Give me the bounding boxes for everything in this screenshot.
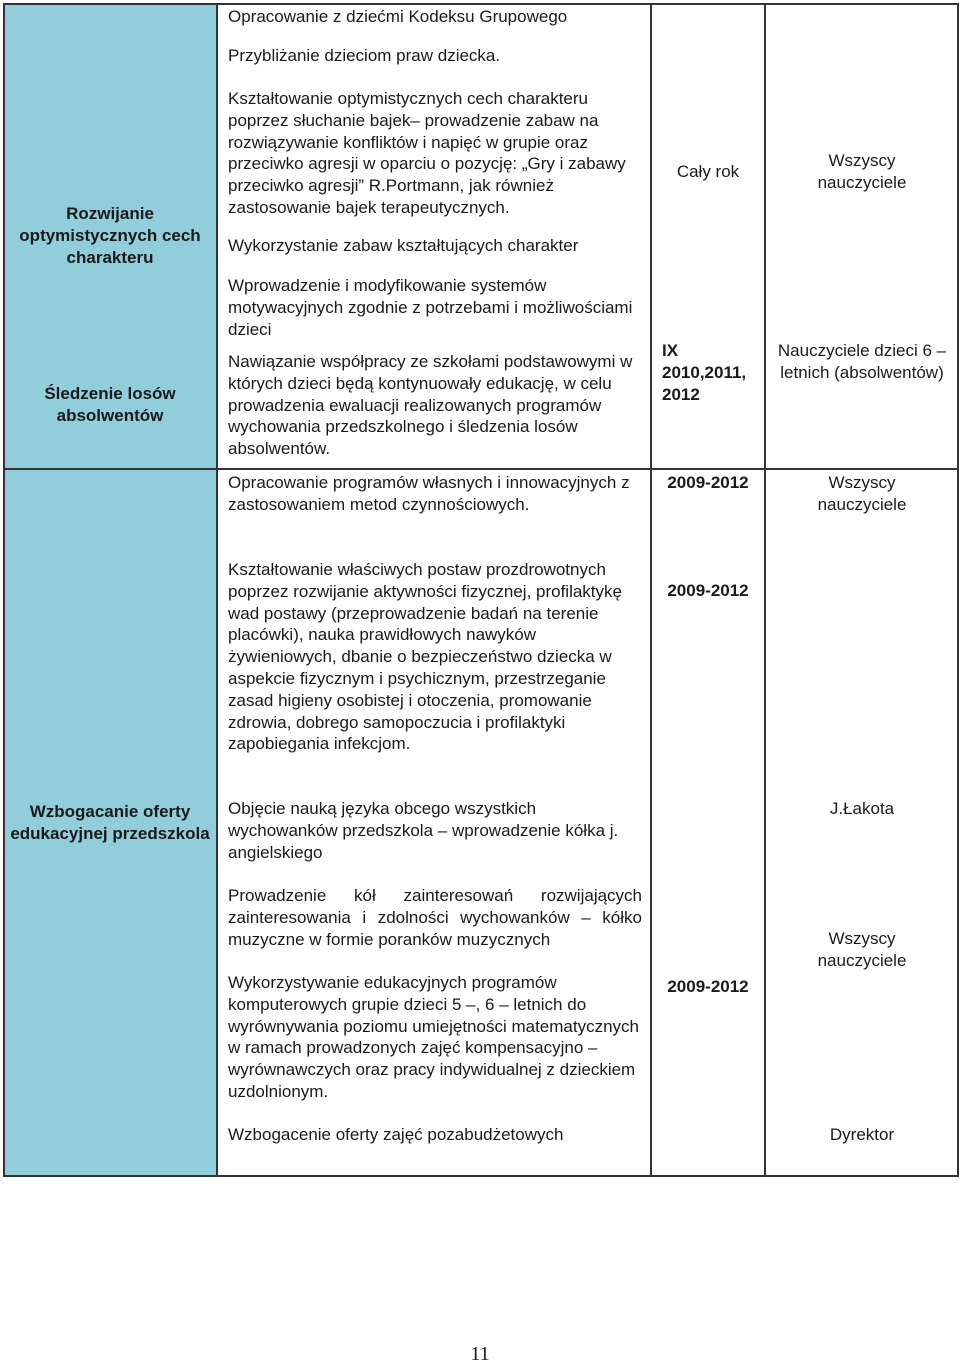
activity-text: Wzbogacenie oferty zajęć pozabudżetowych — [228, 1125, 564, 1144]
term-text: 2009-2012 — [667, 473, 749, 492]
goal-text: Śledzenie losów absolwentów — [44, 384, 176, 425]
activity-text: Opracowanie z dziećmi Kodeksu Grupowego — [228, 7, 568, 26]
page-number: 11 — [470, 1343, 490, 1365]
activity-text: Przybliżanie dzieciom praw dziecka. — [228, 46, 501, 65]
column-divider — [216, 3, 218, 1177]
term-text: 2009-2012 — [667, 581, 749, 600]
goal-text: Rozwijanie optymistycznych cech charakteru — [19, 204, 201, 267]
responsible-text: J.Łakota — [829, 799, 895, 818]
term-text: IX 2010,2011, 2012 — [662, 341, 747, 404]
table-border-top — [3, 3, 959, 5]
activity-text: Kształtowanie właściwych postaw prozdrowotnych poprzez rozwijanie aktywności fizycznej, profilaktykę wad postawy (przeprowadzenie badań na terenie placówki), nauka prawidłowych nawyków żywieniowych, dbanie o bezpieczeństwo dziecka w aspekcie fizycznym i psychicznym, przestrzeganie zasad higieny osobistej i otoczenia, promowanie zdrowia, dobrego samopoczucia i profilaktyki zapobiegania infekcjom. — [228, 560, 622, 754]
activity-text: Wprowadzenie i modyfikowanie systemów motywacyjnych zgodnie z potrzebami i możliwościami dzieci — [228, 276, 633, 339]
column-divider — [764, 3, 766, 1177]
activity-text: Nawiązanie współpracy ze szkołami podstawowymi w których dzieci będą kontynuowały edukację, w celu prowadzenia ewaluacji realizowanych programów wychowania przedszkolnego i śledzenia losów absolwentów. — [228, 352, 633, 459]
responsible-text: Wszyscy nauczyciele — [817, 929, 907, 970]
table-border-left — [3, 3, 5, 1177]
responsible-text: Wszyscy nauczyciele — [817, 473, 907, 514]
activity-text: Kształtowanie optymistycznych cech charakteru poprzez słuchanie bajek– prowadzenie zabaw na rozwiązywanie konfliktów i napięć w grupie oraz przeciwko agresji w oparciu o pozycję: „Gry i zabawy przeciwko agresji” R.Portmann, jak również zastosowanie bajek terapeutycznych. — [228, 89, 626, 217]
responsible-text: Wszyscy nauczyciele — [817, 151, 907, 192]
activity-text: Wykorzystanie zabaw kształtujących charakter — [228, 236, 579, 255]
goal-cell-graduates — [4, 342, 216, 468]
responsible-text: Dyrektor — [829, 1125, 895, 1144]
activity-text: Objęcie nauką języka obcego wszystkich wychowanków przedszkola – wprowadzenie kółka j. angielskiego — [228, 799, 619, 862]
activity-text: Opracowanie programów własnych i innowacyjnych z zastosowaniem metod czynnościowych. — [228, 473, 630, 514]
goal-text: Wzbogacanie oferty edukacyjnej przedszkola — [10, 802, 210, 843]
activity-text: Prowadzenie kół zainteresowań rozwijających zainteresowania i zdolności wychowanków – kółko muzyczne w formie poranków muzycznych — [228, 886, 642, 949]
responsible-text: Nauczyciele dzieci 6 – letnich (absolwentów) — [777, 341, 947, 382]
table-border-bottom — [3, 1175, 959, 1177]
term-text: Cały rok — [676, 162, 740, 181]
term-text: 2009-2012 — [667, 977, 749, 996]
goal-cell-offer — [4, 470, 216, 1176]
activity-text: Wykorzystywanie edukacyjnych programów komputerowych grupie dzieci 5 –, 6 – letnich do wyrównywania poziomu umiejętności matematycznych w ramach prowadzonych zajęć kompensacyjno – wyrównawczych oraz pracy indywidualnej z dzieckiem uzdolnionym. — [228, 973, 639, 1101]
row-divider — [3, 468, 959, 470]
table-border-right — [957, 3, 959, 1177]
